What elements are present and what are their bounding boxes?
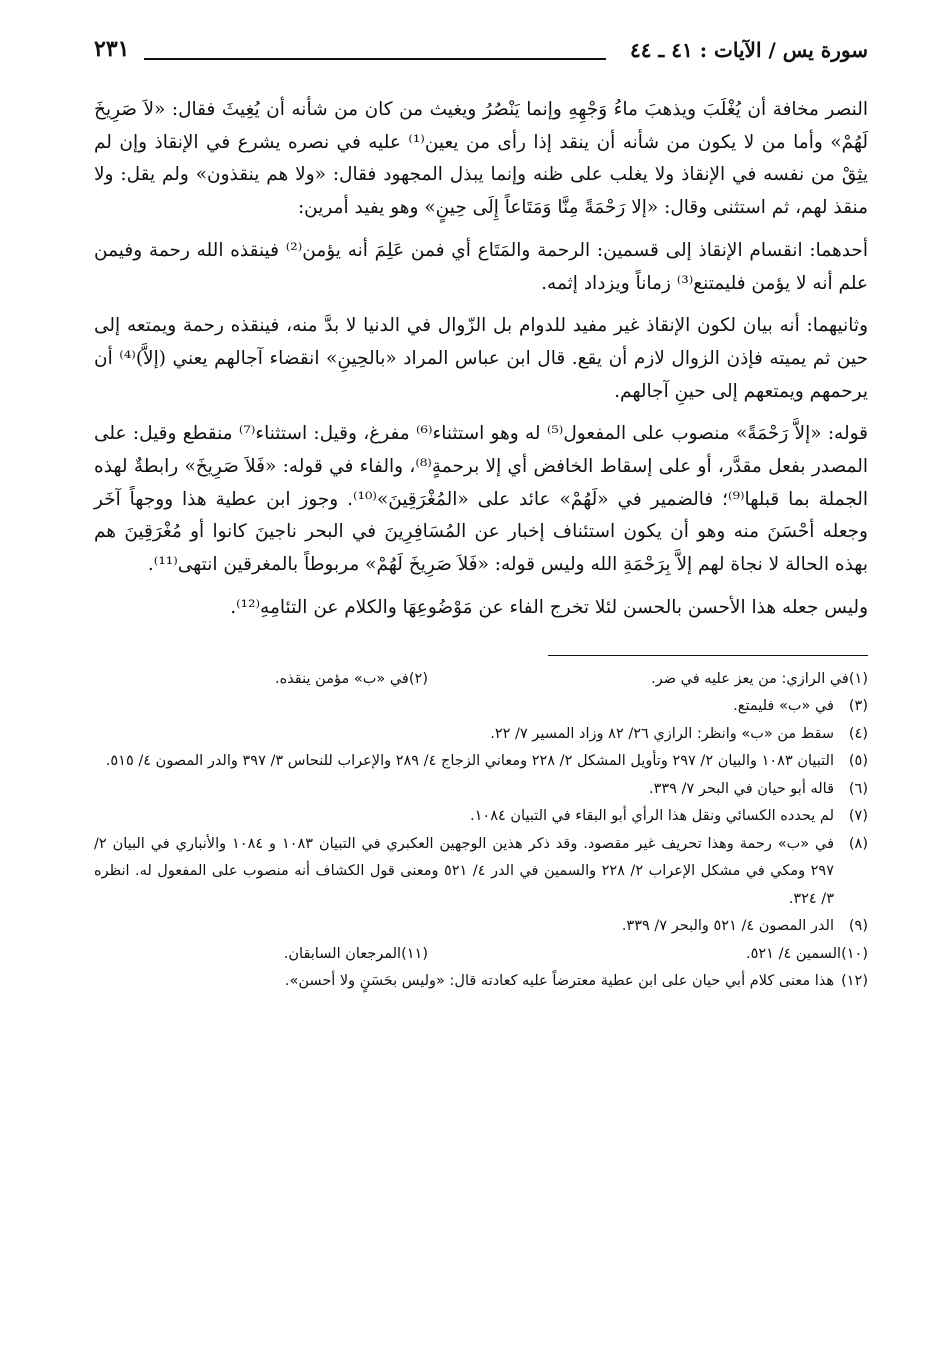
footnote-8 bbox=[94, 831, 868, 914]
surah-title: سورة يس / الآيات : ٤١ ـ ٤٤ bbox=[629, 38, 868, 62]
paragraph-4: قوله: «إلاَّ رَحْمَةً» منصوب على المفعول⁽⁵⁾ له وهو استثناء⁽⁶⁾ مفرغ، وقيل: استثناء⁽⁷⁾ منقطع وقيل: على المصدر بفعل مقدَّر، أو على إسقاط الخافض أي إلا برحمةٍ⁽⁸⁾، والفاء في قوله: «فَلاَ صَرِيخَ» رابطةٌ لهذه الجملة بما قبلها⁽⁹⁾؛ فالضمير في «لَهُمْ» عائد على «المُغْرَقِينَ»⁽¹⁰⁾. وجوز ابن عطية هذا ووجهاً آخَر وجعله أحْسَنَ منه وهو أن يكون استئناف إخبار عن المُسَافِرِينَ في البحر ناجينَ كانوا أو مُغْرَقِينَ هم بهذه الحالة لا نجاة لهم إلاَّ بِرَحْمَةِ الله وليس قوله: «فَلاَ صَرِيخَ لَهُمْ» مربوطاً بالمغرقين انتهى⁽¹¹⁾. bbox=[94, 423, 869, 576]
footnote-number: (٩) bbox=[848, 918, 868, 935]
footnote-number: (٨) bbox=[848, 835, 868, 852]
footnote-3 bbox=[94, 693, 868, 721]
footnote-12 bbox=[94, 968, 868, 996]
footnote-text: في الرازي: من يعز عليه في ضر. bbox=[651, 670, 849, 687]
footnote-text: المرجعان السابقان. bbox=[283, 945, 402, 962]
footnote-number: (٣) bbox=[848, 698, 868, 715]
footnote-6 bbox=[94, 776, 868, 804]
footnote-5 bbox=[94, 748, 868, 776]
footnote-number: (٧) bbox=[848, 808, 868, 825]
footnote-number: (١) bbox=[848, 670, 868, 687]
footnote-text: لم يحدده الكسائي ونقل هذا الرأي أبو البقاء في التبيان ١٠٨٤. bbox=[470, 808, 834, 825]
footnote-number: (١٢) bbox=[841, 973, 868, 990]
footnote-number: (٤) bbox=[848, 725, 868, 742]
paragraph-3: وثانيهما: أنه بيان لكون الإنقاذ غير مفيد للدوام بل الزّوال في الدنيا لا بدَّ منه، فينقذه رحمة ويمتعه إلى حين ثم يميته فإذن الزوال لازم أن يقع. قال ابن عباس المراد «بالحِينِ» انقضاء آجالهم يعني (إلاَّ)⁽⁴⁾ أن يرحمهم ويمتعهم إلى حينِ آجالهم. bbox=[94, 315, 868, 402]
footnote-7 bbox=[94, 803, 868, 831]
paragraph-1: النصر مخافة أن يُغْلَبَ ويذهبَ ماءُ وَجْهِهِ وإنما يَنْصُرُ ويغيث من كان من شأنه أن يُغِيثَ فقال: «لاَ صَرِيخَ لَهُمْ» وأما من لا يكون من شأنه أن ينقد إذا رأى من يعين⁽¹⁾ عليه في نصره يشرع في الإنقاذ وإن لم يثِقْ من نفسه في الإنقاذ ولا يغلب على ظنه وإنما يبذل المجهود فقال: «ولا هم ينقذون» ولم يقل: ولا منقذ لهم، ثم استثنى وقال: «إلا رَحْمَةً مِنَّا وَمَتَاعاً إِلَى حِينٍ» وهو يفيد أمرين: bbox=[94, 99, 868, 219]
footnote-number: (٢) bbox=[408, 670, 428, 687]
footnote-text: سقط من «ب» وانظر: الرازي ٢٦/ ٨٢ وزاد المسير ٧/ ٢٢. bbox=[490, 725, 834, 742]
footnote-separator bbox=[548, 655, 868, 656]
footnote-text: السمين ٤/ ٥٢١. bbox=[746, 945, 842, 962]
footnote-text: في «ب» فليمتع. bbox=[733, 698, 834, 715]
footnote-1 bbox=[428, 666, 868, 694]
footnote-9 bbox=[94, 913, 868, 941]
paragraph-2: أحدهما: انقسام الإنقاذ إلى قسمين: الرحمة والمَتَاع أي فمن عَلِمَ أنه يؤمن⁽²⁾ فينقذه الله رحمة وفيمن علم أنه لا يؤمن فليمتنع⁽³⁾ زماناً ويزداد إثمه. bbox=[94, 239, 868, 294]
footnote-11 bbox=[94, 941, 428, 969]
footnote-10 bbox=[428, 941, 868, 969]
footnote-text: في «ب» مؤمن ينقذه. bbox=[274, 670, 409, 687]
footnote-number: (١١) bbox=[401, 945, 428, 962]
footnote-number: (١٠) bbox=[841, 945, 868, 962]
footnote-number: (٦) bbox=[848, 780, 868, 797]
main-text bbox=[94, 94, 868, 625]
footnote-row bbox=[94, 941, 868, 969]
paragraph-5: وليس جعله هذا الأحسن بالحسن لئلا تخرج الفاء عن مَوْضُوعِهَا والكلام عن التئامِهِ⁽¹²⁾. bbox=[230, 596, 868, 618]
footnote-text: في «ب» رحمة وهذا تحريف غير مقصود. وقد ذكر هذين الوجهين العكبري في التبيان ١٠٨٣ و ١٠٨٤ والأنباري في البيان ٢/ ٢٩٧ ومكي في مشكل الإعراب ٢/ ٢٢٨ والسمين في الدر ٤/ ٥٢١ ومعنى قول الكشاف أنه منصوب على المفعول له. انظره ٣/ ٣٢٤. bbox=[94, 835, 835, 907]
footnote-text: الدر المصون ٤/ ٥٢١ والبحر ٧/ ٣٣٩. bbox=[621, 918, 834, 935]
footnotes bbox=[94, 666, 868, 996]
footnote-text: التبيان ١٠٨٣ والبيان ٢/ ٢٩٧ وتأويل المشكل ٢/ ٢٢٨ ومعاني الزجاج ٤/ ٢٨٩ والإعراب للنحاس ٣/ ٣٩٧ والدر المصون ٤/ ٥١٥. bbox=[105, 753, 834, 770]
header-rule bbox=[144, 58, 606, 60]
footnote-row bbox=[94, 666, 868, 694]
footnote-text: هذا معنى كلام أبي حيان على ابن عطية معترضاً عليه كعادته قال: «وليس بحَسَنٍ ولا أحسن». bbox=[284, 973, 834, 990]
footnote-4 bbox=[94, 721, 868, 749]
page-number: ٢٣١ bbox=[94, 36, 130, 62]
footnote-2 bbox=[94, 666, 428, 694]
footnote-number: (٥) bbox=[848, 753, 868, 770]
page-header bbox=[94, 30, 868, 72]
book-page bbox=[94, 30, 868, 1350]
footnote-text: قاله أبو حيان في البحر ٧/ ٣٣٩. bbox=[648, 780, 834, 797]
